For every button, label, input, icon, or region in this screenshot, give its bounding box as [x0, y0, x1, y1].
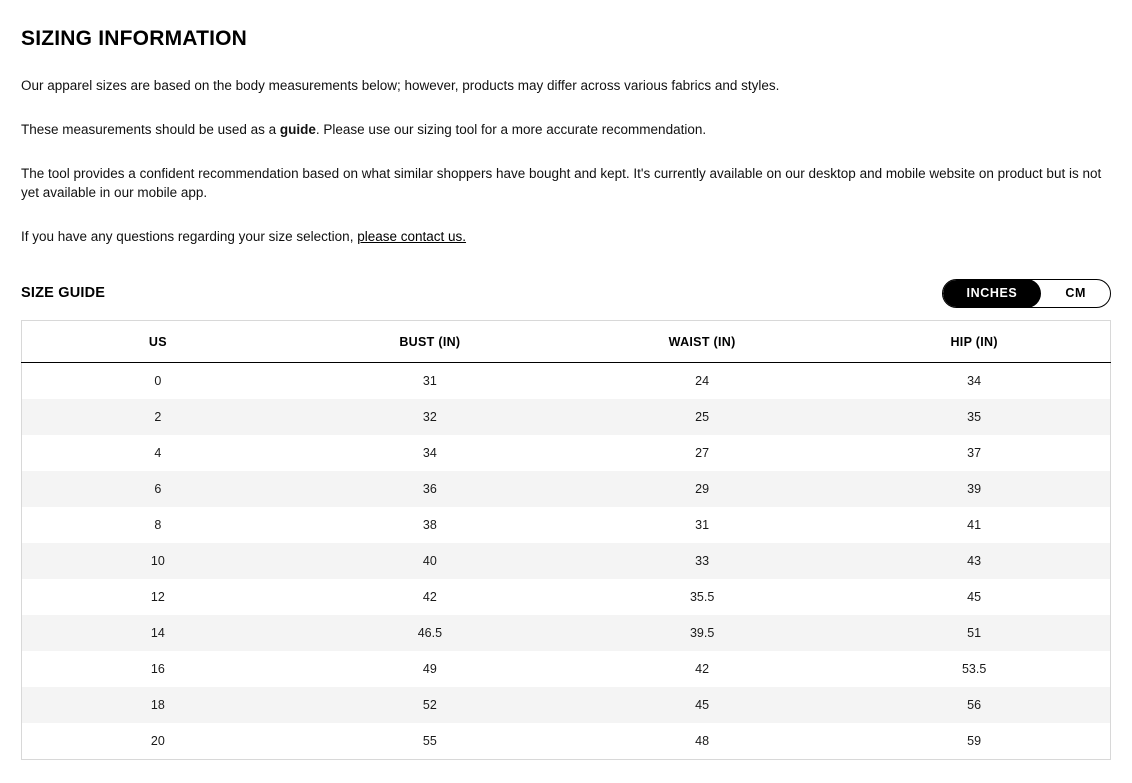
- cell-hip: 53.5: [838, 651, 1110, 687]
- table-row: [22, 687, 1111, 723]
- cell-waist: 48: [566, 723, 838, 760]
- cell-waist: 39.5: [566, 615, 838, 651]
- cell-hip: 41: [838, 507, 1110, 543]
- cell-bust: 49: [294, 651, 566, 687]
- cell-hip: 34: [838, 363, 1110, 400]
- table-row: [22, 507, 1111, 543]
- cell-us: 8: [22, 507, 294, 543]
- intro-paragraph-contact: [21, 227, 1111, 246]
- table-row: [22, 471, 1111, 507]
- table-header-row: [22, 321, 1111, 363]
- size-guide-table-head: [22, 321, 1111, 363]
- cell-bust: 40: [294, 543, 566, 579]
- cell-bust: 52: [294, 687, 566, 723]
- cell-waist: 42: [566, 651, 838, 687]
- cell-waist: 33: [566, 543, 838, 579]
- size-guide-heading: SIZE GUIDE: [21, 285, 106, 301]
- cell-bust: 38: [294, 507, 566, 543]
- column-header-waist: WAIST (IN): [566, 321, 838, 363]
- table-row: [22, 723, 1111, 760]
- cell-us: 10: [22, 543, 294, 579]
- contact-us-link[interactable]: please contact us.: [357, 229, 467, 244]
- size-guide-table: [21, 320, 1111, 760]
- cell-waist: 35.5: [566, 579, 838, 615]
- intro-paragraph-1: Our apparel sizes are based on the body measurements below; however, products may differ across various fabrics and styles.: [21, 78, 780, 93]
- column-header-us: US: [22, 321, 294, 363]
- cell-bust: 36: [294, 471, 566, 507]
- cell-us: 14: [22, 615, 294, 651]
- cell-us: 16: [22, 651, 294, 687]
- cell-hip: 35: [838, 399, 1110, 435]
- table-row: [22, 363, 1111, 400]
- unit-toggle[interactable]: [942, 279, 1111, 308]
- cell-us: 20: [22, 723, 294, 760]
- cell-waist: 24: [566, 363, 838, 400]
- cell-waist: 29: [566, 471, 838, 507]
- unit-toggle-inches[interactable]: INCHES: [943, 279, 1042, 308]
- cell-bust: 31: [294, 363, 566, 400]
- cell-us: 12: [22, 579, 294, 615]
- intro-paragraph-2: The tool provides a confident recommendation based on what similar shoppers have bought and kept. It's currently available on our desktop and mobile website on product but is not yet available in our mobile app.: [21, 166, 1102, 200]
- cell-bust: 42: [294, 579, 566, 615]
- cell-waist: 25: [566, 399, 838, 435]
- table-row: [22, 651, 1111, 687]
- cell-hip: 59: [838, 723, 1110, 760]
- table-row: [22, 435, 1111, 471]
- cell-waist: 27: [566, 435, 838, 471]
- size-guide-table-body: [22, 363, 1111, 760]
- cell-us: 4: [22, 435, 294, 471]
- cell-bust: 34: [294, 435, 566, 471]
- cell-hip: 56: [838, 687, 1110, 723]
- table-row: [22, 615, 1111, 651]
- guide-sentence-bold: guide: [279, 122, 316, 137]
- intro-text-block: [21, 76, 1111, 246]
- intro-paragraph-guide: [21, 120, 1111, 139]
- cell-hip: 43: [838, 543, 1110, 579]
- unit-toggle-cm[interactable]: CM: [1041, 279, 1110, 308]
- contact-sentence-before: If you have any questions regarding your size selection,: [21, 229, 358, 244]
- cell-bust: 32: [294, 399, 566, 435]
- guide-sentence-after: . Please use our sizing tool for a more accurate recommendation.: [315, 122, 707, 137]
- cell-us: 18: [22, 687, 294, 723]
- table-row: [22, 543, 1111, 579]
- cell-bust: 55: [294, 723, 566, 760]
- guide-sentence-before: These measurements should be used as a: [21, 122, 280, 137]
- size-guide-header: [21, 278, 1111, 308]
- cell-hip: 39: [838, 471, 1110, 507]
- page-title: SIZING INFORMATION: [21, 27, 248, 50]
- column-header-bust: BUST (IN): [294, 321, 566, 363]
- table-row: [22, 579, 1111, 615]
- cell-hip: 51: [838, 615, 1110, 651]
- cell-bust: 46.5: [294, 615, 566, 651]
- table-row: [22, 399, 1111, 435]
- cell-hip: 37: [838, 435, 1110, 471]
- cell-waist: 45: [566, 687, 838, 723]
- cell-waist: 31: [566, 507, 838, 543]
- cell-us: 6: [22, 471, 294, 507]
- cell-us: 2: [22, 399, 294, 435]
- column-header-hip: HIP (IN): [838, 321, 1110, 363]
- cell-hip: 45: [838, 579, 1110, 615]
- cell-us: 0: [22, 363, 294, 400]
